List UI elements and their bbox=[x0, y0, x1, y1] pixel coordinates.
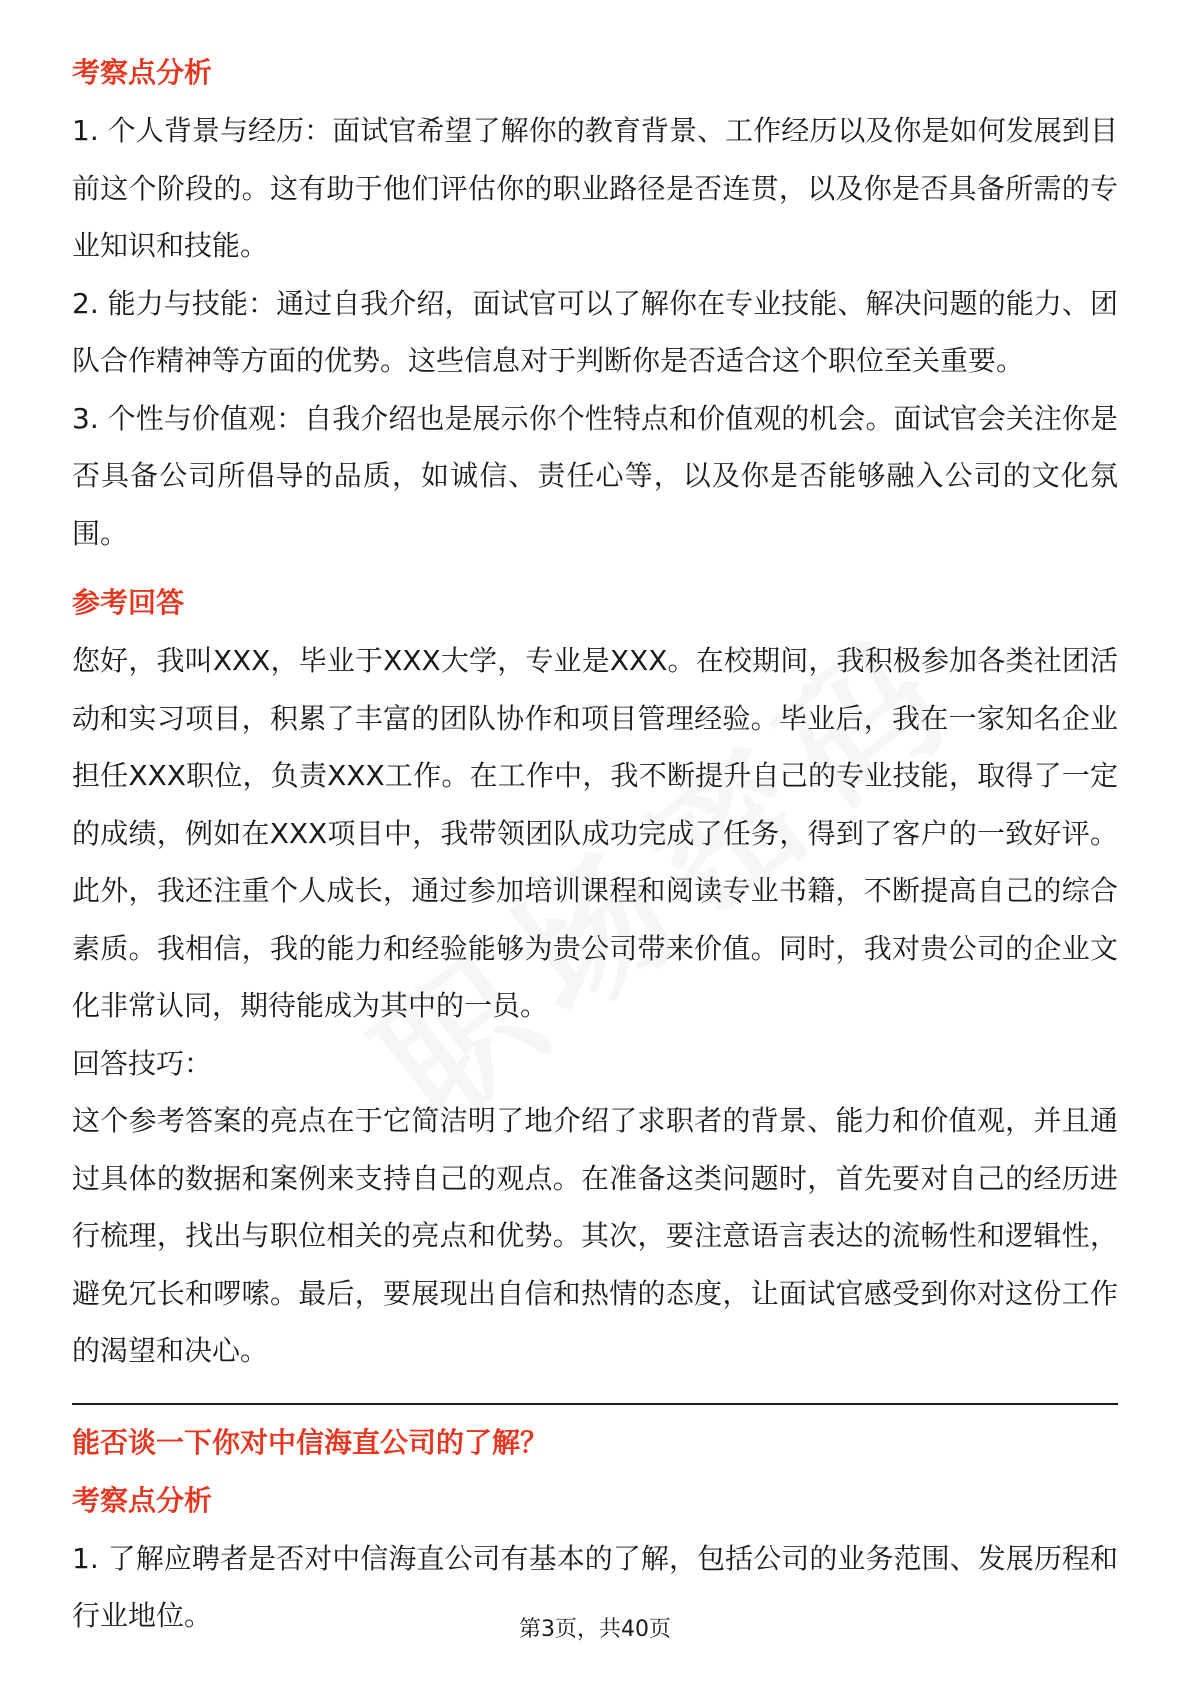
answer-tips-label: 回答技巧： bbox=[72, 1046, 213, 1080]
section-divider bbox=[72, 1403, 1118, 1405]
analysis2-point-1: 1. 了解应聘者是否对中信海直公司有基本的了解，包括公司的业务范围、发展历程和行业地位。 bbox=[72, 1541, 1118, 1632]
document-page bbox=[72, 44, 1118, 1645]
analysis-heading-2: 考察点分析 bbox=[72, 1483, 213, 1517]
reference-answer-text: 您好，我叫XXX，毕业于XXX大学，专业是XXX。在校期间，我积极参加各类社团活动和实习项目，积累了丰富的团队协作和项目管理经验。毕业后，我在一家知名企业担任XXX职位，负责XXX工作。在工作中，我不断提升自己的专业技能，取得了一定的成绩，例如在XXX项目中，我带领团队成功完成了任务，得到了客户的一致好评。此外，我还注重个人成长，通过参加培训课程和阅读专业书籍，不断提高自己的综合素质。我相信，我的能力和经验能够为贵公司带来价值。同时，我对贵公司的企业文化非常认同，期待能成为其中的一员。 bbox=[72, 644, 1118, 1022]
answer-tips-text: 这个参考答案的亮点在于它简洁明了地介绍了求职者的背景、能力和价值观，并且通过具体的数据和案例来支持自己的观点。在准备这类问题时，首先要对自己的经历进行梳理，找出与职位相关的亮点和优势。其次，要注意语言表达的流畅性和逻辑性，避免冗长和啰嗦。最后，要展现出自信和热情的态度，让面试官感受到你对这份工作的渴望和决心。 bbox=[72, 1104, 1118, 1367]
reference-answer-heading: 参考回答 bbox=[72, 586, 185, 619]
analysis-heading: 考察点分析 bbox=[72, 56, 213, 89]
question-title: 能否谈一下你对中信海直公司的了解？ bbox=[72, 1425, 549, 1459]
analysis-point-2: 2. 能力与技能：通过自我介绍，面试官可以了解你在专业技能、解决问题的能力、团队合作精神等方面的优势。这些信息对于判断你是否适合这个职位至关重要。 bbox=[72, 286, 1118, 377]
analysis-point-1: 1. 个人背景与经历：面试官希望了解你的教育背景、工作经历以及你是如何发展到目前这个阶段的。这有助于他们评估你的职业路径是否连贯，以及你是否具备所需的专业知识和技能。 bbox=[72, 114, 1118, 262]
page-number: 第3页，共40页 bbox=[519, 1617, 671, 1642]
analysis-point-3: 3. 个性与价值观：自我介绍也是展示你个性特点和价值观的机会。面试官会关注你是否具备公司所倡导的品质，如诚信、责任心等，以及你是否能够融入公司的文化氛围。 bbox=[72, 401, 1118, 550]
